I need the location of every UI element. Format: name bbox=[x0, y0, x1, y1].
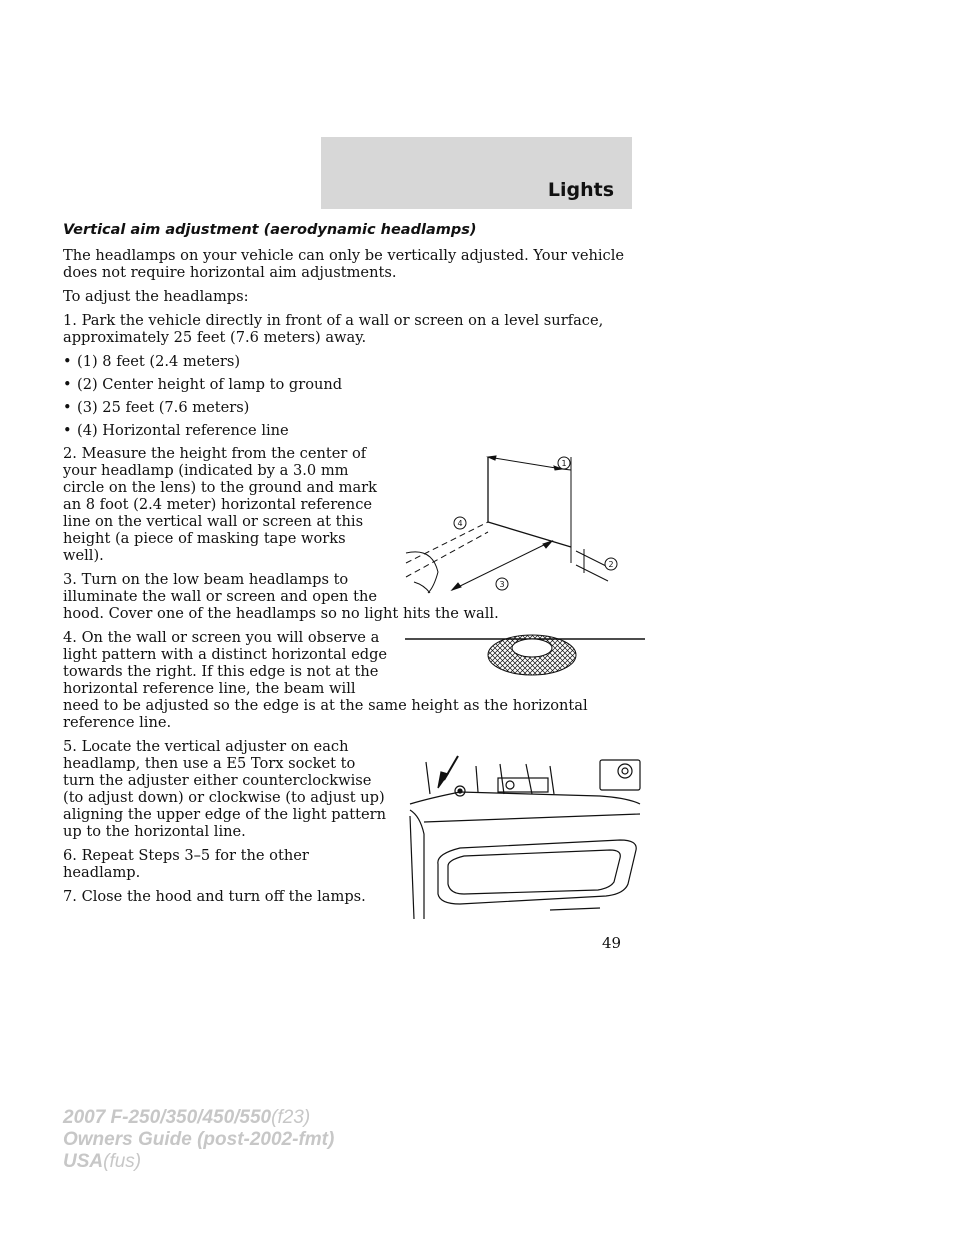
callout-4: 4 bbox=[457, 519, 463, 528]
callout-2: 2 bbox=[608, 560, 614, 569]
legend-item: • (1) 8 feet (2.4 meters) bbox=[63, 353, 635, 370]
legend-item: • (3) 25 feet (7.6 meters) bbox=[63, 399, 635, 416]
document-footer bbox=[63, 1107, 334, 1173]
callout-1: 1 bbox=[561, 459, 567, 468]
footer-model: 2007 F-250/350/450/550 bbox=[63, 1107, 272, 1128]
section-heading: Vertical aim adjustment (aerodynamic headlamps) bbox=[63, 222, 477, 238]
page-content bbox=[63, 222, 635, 923]
step-4: 4. On the wall or screen you will observe a light pattern with a distinct horizontal edge towards the right. If this edge is not at the horizontal reference line, the beam will need to be adjusted so the edge is at the same height as the horizontal reference line. bbox=[63, 629, 588, 731]
step-6: 6. Repeat Steps 3–5 for the other headlamp. bbox=[63, 847, 309, 881]
step-5: 5. Locate the vertical adjuster on each headlamp, then use a E5 Torx socket to turn the adjuster either counterclockwise (to adjust down) or clockwise (to adjust up) aligning the upper edge of the light pattern up to the horizontal line. bbox=[63, 738, 387, 840]
legend-item: • (2) Center height of lamp to ground bbox=[63, 376, 635, 393]
footer-market-code: (fus) bbox=[103, 1151, 142, 1172]
footer-market: USA bbox=[63, 1151, 104, 1172]
step-1: 1. Park the vehicle directly in front of a wall or screen on a level surface, approximately 25 feet (7.6 meters) away. bbox=[63, 312, 604, 346]
section-title: Lights bbox=[547, 179, 614, 201]
footer-line-1 bbox=[63, 1107, 334, 1129]
step-3: 3. Turn on the low beam headlamps to illuminate the wall or screen and open the hood. Cover one of the headlamps so no light hits the wall. bbox=[63, 571, 499, 622]
footer-guide: Owners Guide (post-2002-fmt) bbox=[63, 1129, 335, 1150]
aiming-diagram bbox=[400, 447, 645, 597]
callout-3: 3 bbox=[499, 580, 505, 589]
to-adjust-paragraph: To adjust the headlamps: bbox=[63, 288, 249, 305]
step-7: 7. Close the hood and turn off the lamps. bbox=[63, 888, 366, 905]
step-2: 2. Measure the height from the center of your headlamp (indicated by a 3.0 mm circle on the lens) to the ground and mark an 8 foot (2.4 meter) horizontal reference line on the vertical wall or screen at this height (a piece of masking tape works well). bbox=[63, 445, 377, 564]
footer-model-code: (f23) bbox=[271, 1107, 311, 1128]
headlamp-adjuster-illustration bbox=[400, 744, 645, 919]
diagram-legend-list bbox=[63, 353, 635, 439]
page-number: 49 bbox=[602, 934, 622, 952]
section-header-band bbox=[321, 137, 632, 209]
beam-pattern-diagram bbox=[400, 633, 645, 685]
footer-line-3 bbox=[63, 1151, 334, 1173]
legend-item: • (4) Horizontal reference line bbox=[63, 422, 635, 439]
intro-paragraph: The headlamps on your vehicle can only be vertically adjusted. Your vehicle does not require horizontal aim adjustments. bbox=[63, 247, 625, 281]
